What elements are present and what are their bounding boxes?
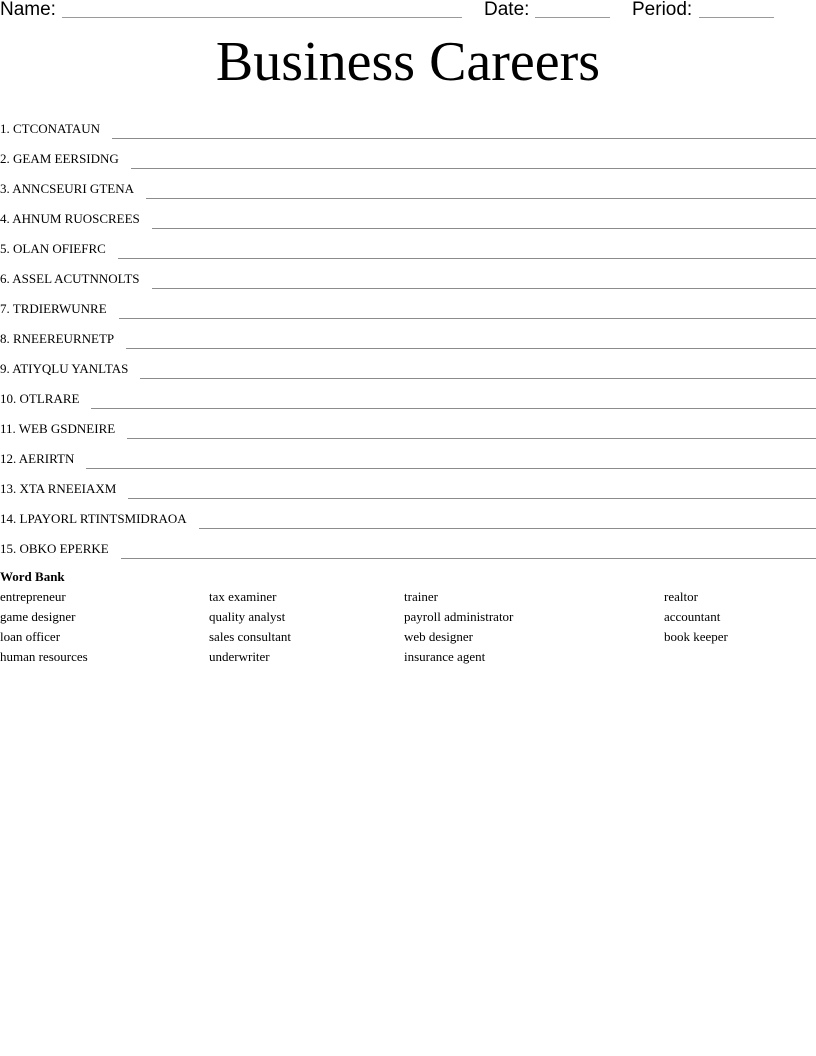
answer-line[interactable] [131,168,816,169]
date-blank [535,17,610,18]
question-row [0,171,816,201]
word-bank-item: human resources [0,649,88,664]
question-row [0,441,816,471]
scrambled-word: 4. AHNUM RUOSCREES [0,211,140,226]
scrambled-word: 10. OTLRARE [0,391,80,406]
question-row [0,201,816,231]
question-row [0,411,816,441]
period-label: Period: [632,0,693,20]
question-row [0,141,816,171]
date-label: Date: [484,0,530,20]
question-row [0,471,816,501]
question-row [0,111,816,141]
question-row [0,501,816,531]
word-bank-item: realtor [664,589,698,604]
answer-line[interactable] [152,228,816,229]
period-blank [699,17,774,18]
name-blank [62,17,462,18]
scrambled-word: 9. ATIYQLU YANLTAS [0,361,129,376]
word-bank-title: Word Bank [0,569,65,584]
word-bank-item: entrepreneur [0,589,66,604]
word-bank-item: payroll administrator [404,609,514,624]
page-title: Business Careers [215,31,601,93]
word-bank-item: trainer [404,589,438,604]
scrambled-word: 2. GEAM EERSIDNG [0,151,119,166]
scrambled-word: 1. CTCONATAUN [0,121,101,136]
question-row [0,261,816,291]
scrambled-word: 15. OBKO EPERKE [0,541,109,556]
answer-line[interactable] [121,558,816,559]
answer-line[interactable] [126,348,816,349]
answer-line[interactable] [91,408,816,409]
answer-line[interactable] [199,528,816,529]
question-row [0,531,816,561]
scrambled-word: 6. ASSEL ACUTNNOLTS [0,271,140,286]
scrambled-word: 3. ANNCSEURI GTENA [0,181,134,196]
word-bank-grid [0,589,816,669]
word-bank-item: game designer [0,609,76,624]
scrambled-word: 13. XTA RNEEIAXM [0,481,117,496]
answer-line[interactable] [140,378,816,379]
answer-line[interactable] [86,468,816,469]
word-bank-item: accountant [664,609,721,624]
word-bank-item: quality analyst [209,609,286,624]
answer-line[interactable] [118,258,816,259]
answer-line[interactable] [127,438,816,439]
header-fields [0,0,816,24]
word-bank-item [664,649,816,669]
scrambled-word: 5. OLAN OFIEFRC [0,241,106,256]
word-bank-item: sales consultant [209,629,291,644]
word-bank-item: tax examiner [209,589,277,604]
answer-line[interactable] [152,288,816,289]
scrambled-word: 11. WEB GSDNEIRE [0,421,116,436]
scrambled-word: 7. TRDIERWUNRE [0,301,107,316]
word-bank-item: loan officer [0,629,61,644]
answer-line[interactable] [119,318,816,319]
answer-line[interactable] [146,198,816,199]
scrambled-word: 12. AERIRTN [0,451,75,466]
question-row [0,231,816,261]
word-bank-item: web designer [404,629,473,644]
answer-line[interactable] [112,138,816,139]
question-row [0,381,816,411]
word-bank-item: book keeper [664,629,728,644]
question-row [0,321,816,351]
name-label: Name: [0,0,56,20]
word-bank-item: underwriter [209,649,270,664]
word-bank-item: insurance agent [404,649,486,664]
question-row [0,291,816,321]
answer-line[interactable] [128,498,816,499]
scrambled-word: 8. RNEEREURNETP [0,331,115,346]
question-row [0,351,816,381]
question-list [0,111,816,561]
scrambled-word: 14. LPAYORL RTINTSMIDRAOA [0,511,187,526]
